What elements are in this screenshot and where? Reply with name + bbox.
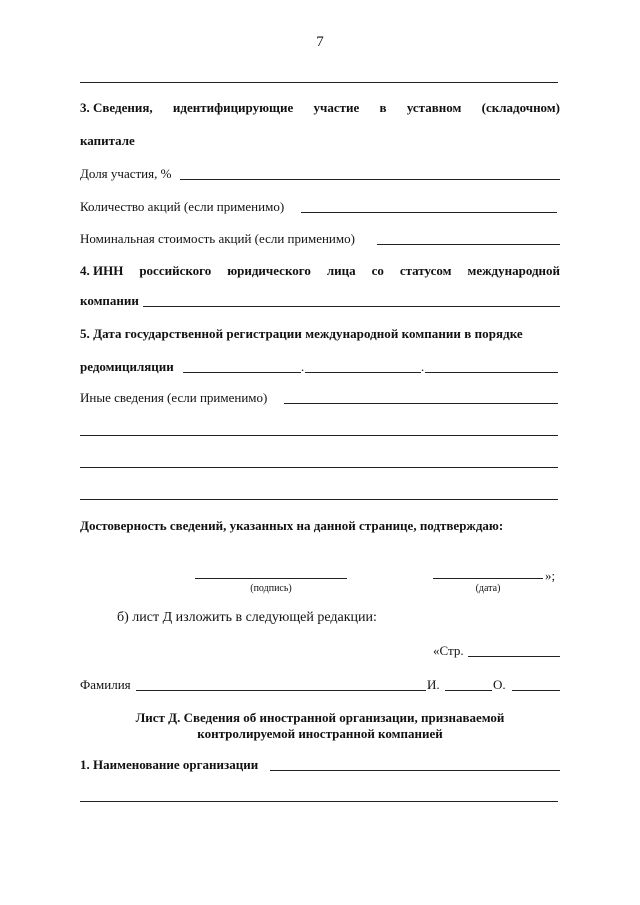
signature-line[interactable]: [195, 578, 347, 579]
initial-i-label: И.: [427, 677, 440, 692]
confirmation-text: Достоверность сведений, указанных на данной странице, подтверждаю:: [80, 518, 504, 533]
section-4-word: лица: [326, 263, 356, 278]
other-info-line[interactable]: [80, 435, 558, 436]
section-3-word: в: [379, 100, 387, 115]
sheet-title: Лист Д. Сведения об иностранной организации, признаваемой: [135, 710, 505, 725]
section-4-word: со: [371, 263, 384, 278]
section-4-word: статусом: [399, 263, 452, 278]
org-name-label: 1. Наименование организации: [80, 757, 259, 772]
shares-count-label: Количество акций (если применимо): [80, 199, 285, 214]
section-3-word: (складочном): [481, 100, 560, 115]
page-ref-label: «Стр.: [433, 643, 464, 658]
page-ref-field[interactable]: [468, 643, 560, 657]
other-info-line[interactable]: [80, 499, 558, 500]
nominal-value-field[interactable]: [377, 231, 560, 245]
surname-label: Фамилия: [80, 677, 131, 692]
other-info-label: Иные сведения (если применимо): [80, 390, 268, 405]
date-separator: .: [421, 359, 425, 374]
section-4-word: 4. ИНН: [80, 263, 124, 278]
closing-quote: »;: [545, 568, 556, 583]
nominal-value-label: Номинальная стоимость акций (если применимо): [80, 231, 355, 246]
org-name-line[interactable]: [80, 801, 558, 802]
inn-field[interactable]: [143, 293, 560, 307]
redomicile-day-field[interactable]: [183, 359, 301, 373]
page-number: 7: [316, 34, 324, 50]
signature-caption: (подпись): [250, 583, 292, 594]
org-name-field[interactable]: [270, 757, 560, 771]
initial-o-field[interactable]: [512, 677, 560, 691]
sheet-title-cont: контролируемой иностранной компанией: [197, 726, 443, 741]
other-info-field[interactable]: [284, 390, 558, 404]
date-line[interactable]: [433, 578, 543, 579]
section-3-word: уставном: [406, 100, 462, 115]
share-label: Доля участия, %: [80, 166, 172, 181]
section-4-word: российского: [139, 263, 212, 278]
instruction-text: б) лист Д изложить в следующей редакции:: [117, 610, 377, 625]
section-4-heading: [80, 263, 560, 279]
top-rule: [80, 82, 558, 83]
initial-i-field[interactable]: [445, 677, 492, 691]
surname-field[interactable]: [136, 677, 426, 691]
section-3-word: идентифицирующие: [172, 100, 294, 115]
share-field[interactable]: [180, 166, 560, 180]
section-4-word: юридического: [227, 263, 311, 278]
section-5-heading-cont: редомициляции: [80, 359, 174, 374]
other-info-line[interactable]: [80, 467, 558, 468]
section-3-word: участие: [313, 100, 360, 115]
date-caption: (дата): [475, 583, 501, 594]
section-3-heading-cont: капитале: [80, 133, 135, 148]
section-5-heading: 5. Дата государственной регистрации международной компании в порядке: [80, 326, 523, 341]
section-4-heading-cont: компании: [80, 293, 139, 308]
redomicile-month-field[interactable]: [305, 359, 421, 373]
section-3-heading: [80, 100, 560, 116]
section-3-word: 3. Сведения,: [80, 100, 153, 115]
section-4-word: международной: [467, 263, 560, 278]
shares-count-field[interactable]: [301, 199, 557, 213]
date-separator: .: [301, 359, 305, 374]
redomicile-year-field[interactable]: [425, 359, 558, 373]
initial-o-label: О.: [493, 677, 506, 692]
